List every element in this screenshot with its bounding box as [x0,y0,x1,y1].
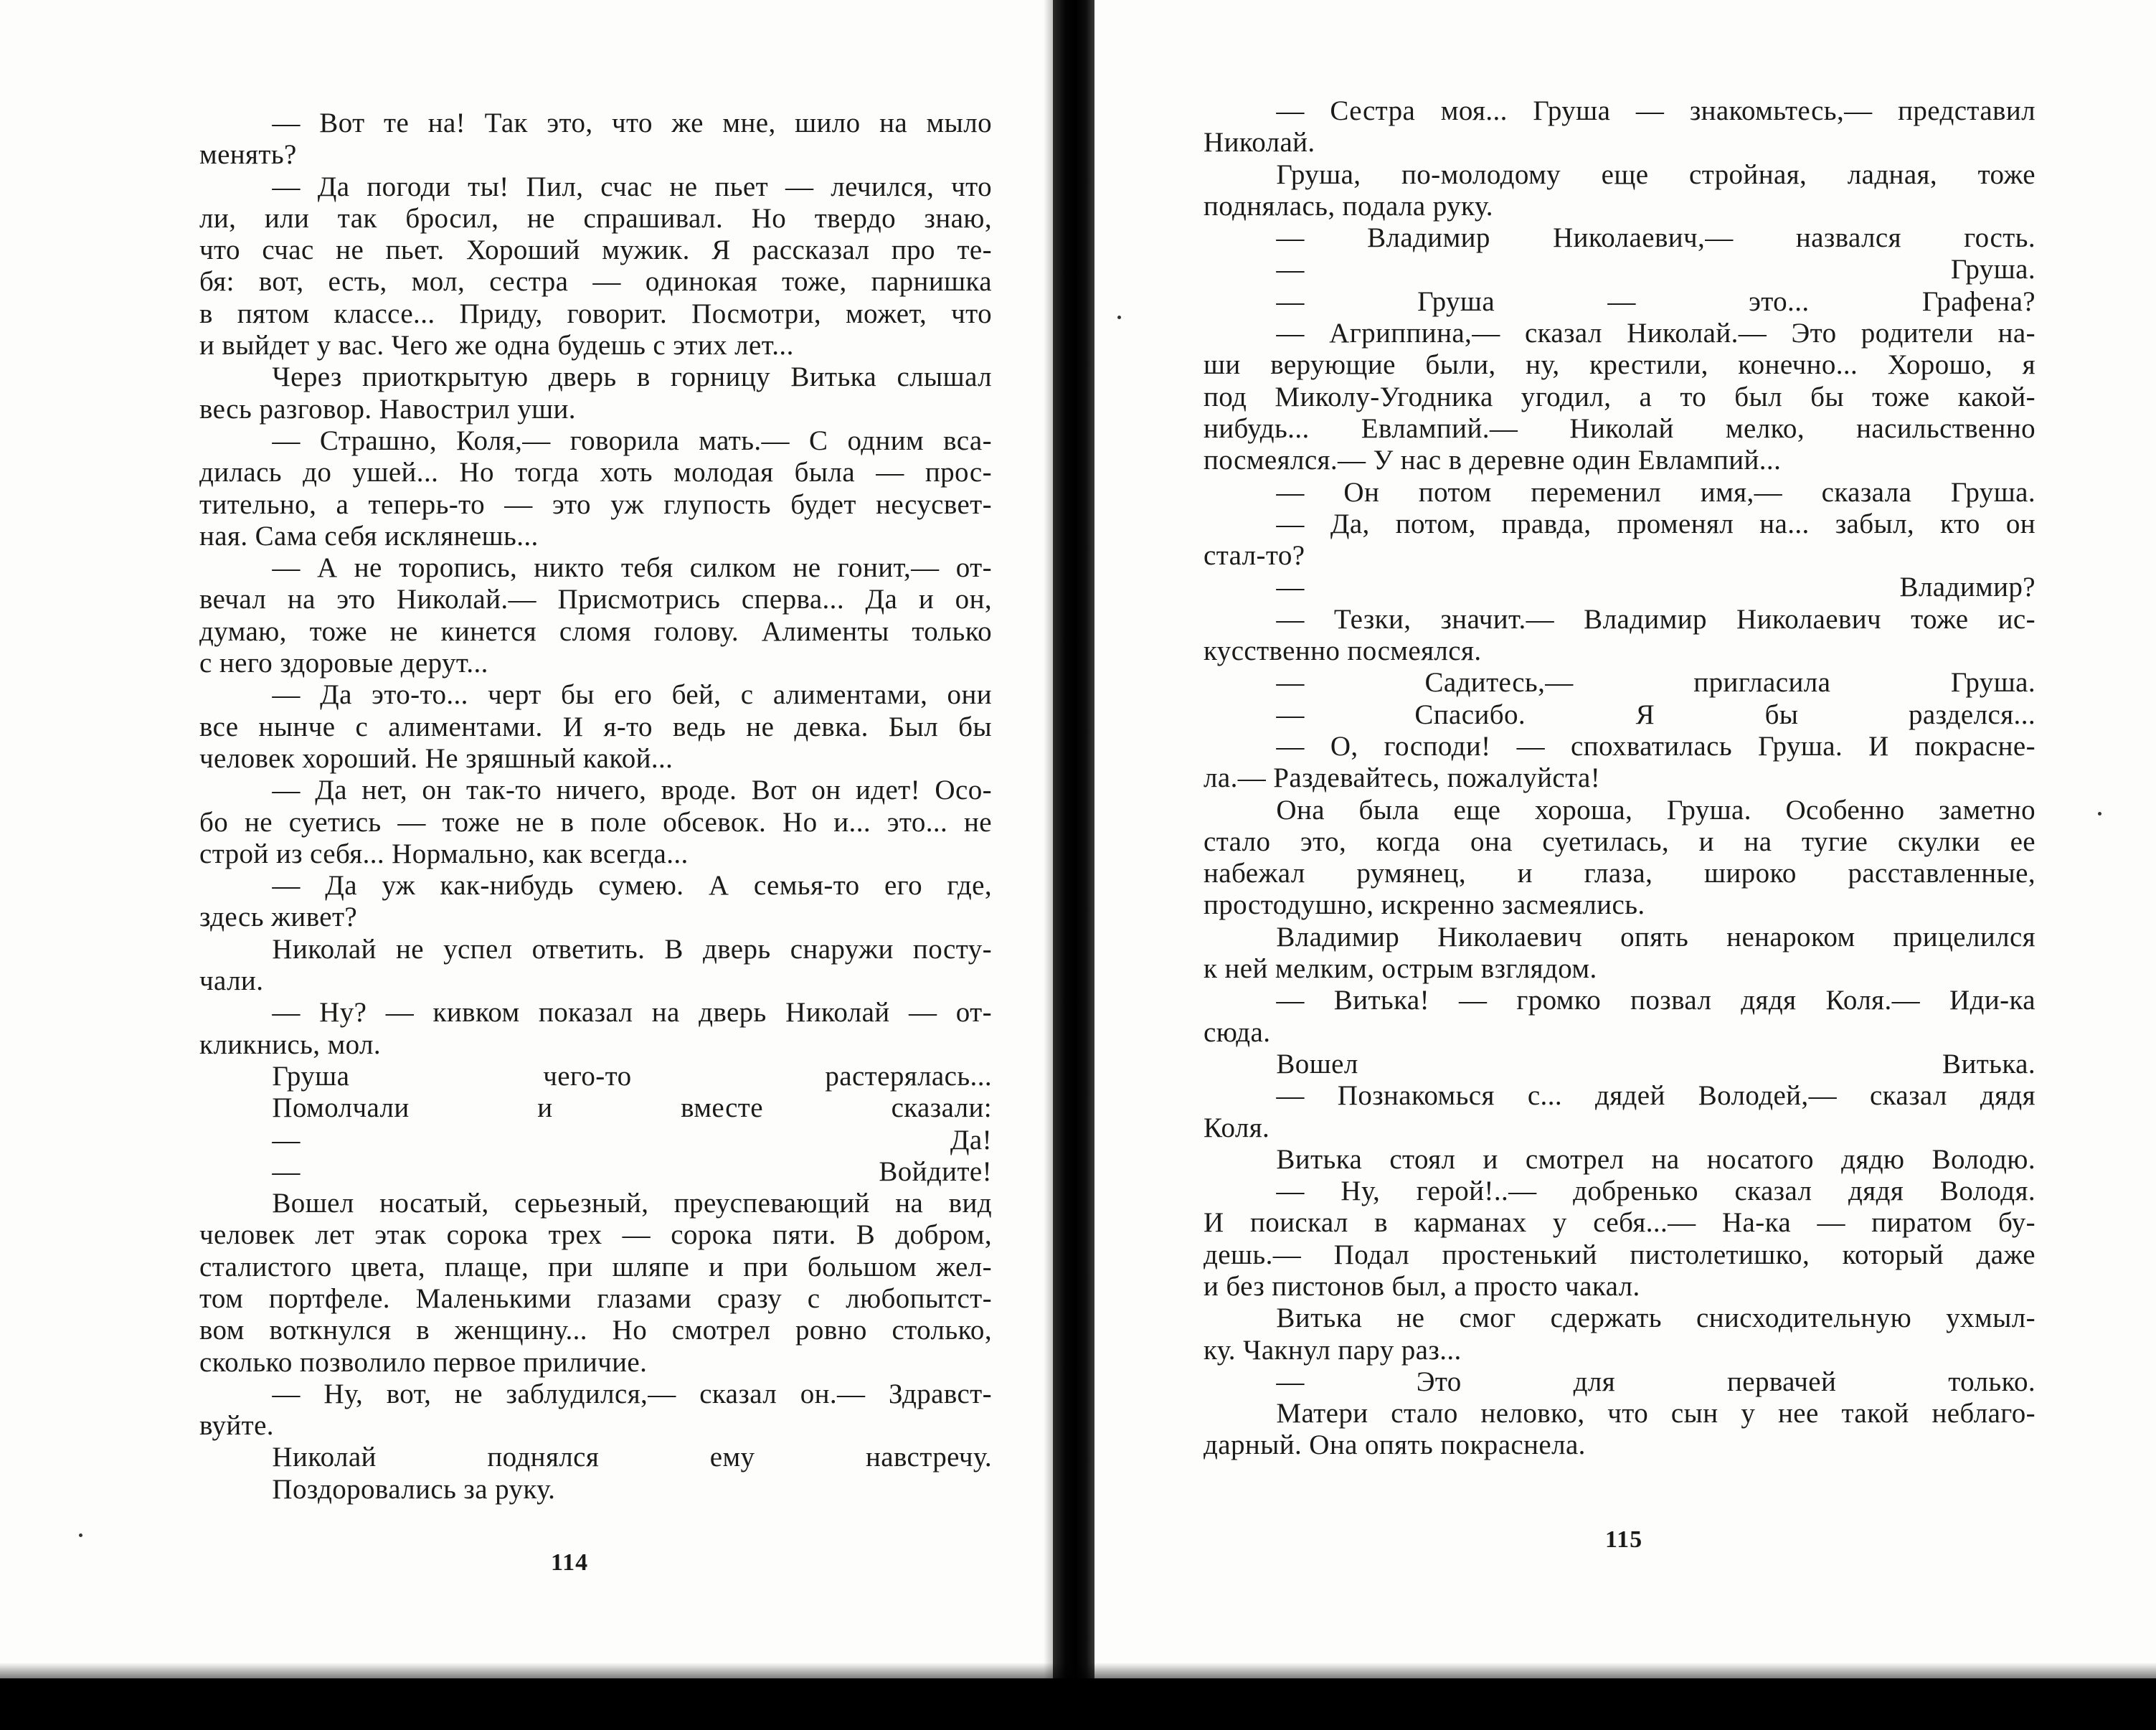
text-line: — Ну? — кивком показал на дверь Николай — от- [272,997,992,1029]
text-line: — Владимир? [1276,572,2036,603]
text-line: — Он потом переменил имя,— сказала Груша. [1276,476,2036,508]
text-line: — Да! [272,1124,992,1155]
text-line: кусственно посмеялся. [1204,635,1482,667]
text-line: ная. Сама себя исклянешь... [199,520,539,552]
text-line: с него здоровые дерут... [199,648,488,679]
text-line: стало это, когда она суетилась, и на тугие скулки ее [1204,826,2036,857]
right-page [1090,0,2156,1730]
book-binding [1053,0,1094,1730]
text-line: сюда. [1204,1016,1271,1048]
text-line: Поздоровались за руку. [272,1473,556,1505]
text-line: к ней мелким, острым взглядом. [1204,953,1597,985]
text-line: Николай не успел ответить. В дверь снаружи посту- [272,933,992,965]
text-line: — Да погоди ты! Пил, счас не пьет — лечился, что [272,171,992,202]
text-line: тительно, а теперь-то — это уж глупость будет несусвет- [199,488,992,520]
text-line: — Спасибо. Я бы разделся... [1276,699,2036,730]
text-line: И поискал в карманах у себя...— На-ка — пиратом бу- [1204,1207,2036,1239]
text-line: — Ну, герой!..— добренько сказал дядя Володя. [1276,1176,2036,1207]
text-line: Вошел носатый, серьезный, преуспевающий на вид [272,1188,992,1219]
text-line: Помолчали и вместе сказали: [272,1092,992,1124]
text-line: ку. Чакнул пару раз... [1204,1334,1462,1366]
text-line: Витька не смог сдержать снисходительную ухмыл- [1276,1303,2036,1334]
scan-speck [2098,812,2101,816]
text-line: Матери стало неловко, что сын у нее такой неблаго- [1276,1398,2036,1429]
text-line: вуйте. [199,1410,274,1442]
text-line: — Войдите! [272,1155,992,1187]
text-line: дарный. Она опять покраснела. [1204,1429,1586,1461]
text-line: в пятом классе... Приду, говорит. Посмотри, может, что [199,298,992,329]
text-line: — Груша. [1276,254,2036,285]
text-line: — Тезки, значит.— Владимир Николаевич тоже ис- [1276,603,2036,635]
text-line: дешь.— Подал простенький пистолетишко, который даже [1204,1239,2036,1270]
bottom-edge-shadow [0,1663,2156,1680]
text-line: сталистого цвета, плаще, при шляпе и при большом жел- [199,1251,992,1282]
text-line: — Вот те на! Так это, что же мне, шило на мыло [272,108,992,138]
text-line: Николай поднялся ему навстречу. [272,1442,992,1473]
text-line: кликнись, мол. [199,1029,382,1060]
text-line: человек хороший. Не зряшный какой... [199,742,673,774]
page-number-right: 115 [1605,1526,1643,1553]
text-line: том портфеле. Маленькими глазами сразу с любопытст- [199,1282,992,1314]
text-line: стал-то? [1204,540,1305,572]
text-line: бя: вот, есть, мол, сестра — одинокая тоже, парнишка [199,266,992,298]
text-line: весь разговор. Навострил уши. [199,393,576,425]
text-line: — Витька! — громко позвал дядя Коля.— Иди-ка [1276,985,2036,1016]
text-line: простодушно, искренно засмеялись. [1204,889,1645,921]
text-line: все нынче с алиментами. И я-то ведь не девка. Был бы [199,711,992,742]
text-line: — Агриппина,— сказал Николай.— Это родители на- [1276,318,2036,349]
text-line: что счас не пьет. Хороший мужик. Я рассказал про те- [199,235,992,266]
text-line: ли, или так бросил, не спрашивал. Но твердо знаю, [199,202,992,234]
text-line: — Да нет, он так-то ничего, вроде. Вот он идет! Осо- [272,775,992,806]
scan-speck [79,1533,82,1537]
text-line: чали. [199,965,264,997]
text-line: и выйдет у вас. Чего же одна будешь с этих лет... [199,330,794,361]
left-page-text [199,108,992,1506]
text-line: — Ну, вот, не заблудился,— сказал он.— Здравст- [272,1378,992,1409]
text-line: — Да уж как-нибудь сумею. А семья-то его где, [272,870,992,902]
text-line: бо не суетись — тоже не в поле обсевок. Но и... это... не [199,806,992,838]
text-line: — Да, потом, правда, променял на... забыл, кто он [1276,508,2036,539]
text-line: Она была еще хороша, Груша. Особенно заметно [1276,794,2036,826]
text-line: Коля. [1204,1112,1270,1143]
text-line: здесь живет? [199,902,358,933]
text-line: Владимир Николаевич опять ненароком прицелился [1276,921,2036,953]
text-line: — Познакомься с... дядей Володей,— сказал дядя [1276,1080,2036,1112]
text-line: — Да это-то... черт бы его бей, с алиментами, они [272,679,992,711]
text-line: набежал румянец, и глаза, широко расставленные, [1204,858,2036,889]
text-line: думаю, тоже не кинется сломя голову. Алименты только [199,615,992,647]
text-line: поднялась, подала руку. [1204,190,1493,222]
text-line: — Сестра моя... Груша — знакомьтесь,— представил [1276,95,2036,126]
text-line: строй из себя... Нормально, как всегда... [199,838,689,869]
text-line: — Это для первачей только. [1276,1366,2036,1397]
text-line: вечал на это Николай.— Присмотрись сперва... Да и он, [199,584,992,615]
text-line: — Груша — это... Графена? [1276,285,2036,317]
text-line: дилась до ушей... Но тогда хоть молодая была — прос- [199,457,992,488]
text-line: вом воткнулся в женщину... Но смотрел ровно столько, [199,1315,992,1346]
text-line: — Садитесь,— пригласила Груша. [1276,667,2036,699]
text-line: посмеялся.— У нас в деревне один Евлампий... [1204,445,1782,476]
page-number-left: 114 [551,1549,589,1576]
text-line: Через приоткрытую дверь в горницу Витька слышал [272,361,992,393]
text-line: Николай. [1204,127,1315,159]
text-line: ши верующие были, ну, крестили, конечно... Хорошо, я [1204,349,2036,381]
left-page [0,0,1062,1730]
right-page-text [1204,95,2036,1462]
text-line: нибудь... Евлампий.— Николай мелко, насильственно [1204,412,2036,444]
text-line: сколько позволило первое приличие. [199,1346,648,1378]
text-line: — А не торопись, никто тебя силком не гонит,— от- [272,552,992,584]
text-line: и без пистонов был, а просто чакал. [1204,1270,1640,1302]
text-line: ла.— Раздевайтесь, пожалуйста! [1204,762,1601,794]
text-line: человек лет этак сорока трех — сорока пяти. В добром, [199,1219,992,1251]
text-line: — Страшно, Коля,— говорила мать.— С одним вса- [272,425,992,456]
bottom-scan-edge [0,1678,2156,1730]
text-line: менять? [199,139,297,171]
text-line: — О, господи! — спохватилась Груша. И покрасне- [1276,730,2036,762]
text-line: под Миколу-Угодника угодил, а то был бы тоже какой- [1204,381,2036,412]
text-line: Витька стоял и смотрел на носатого дядю Володю. [1276,1143,2036,1175]
text-line: — Владимир Николаевич,— назвался гость. [1276,222,2036,254]
text-line: Груша, по-молодому еще стройная, ладная, тоже [1276,159,2036,190]
scan-speck [1117,316,1121,319]
text-line: Груша чего-то растерялась... [272,1060,992,1092]
text-line: Вошел Витька. [1276,1048,2036,1079]
